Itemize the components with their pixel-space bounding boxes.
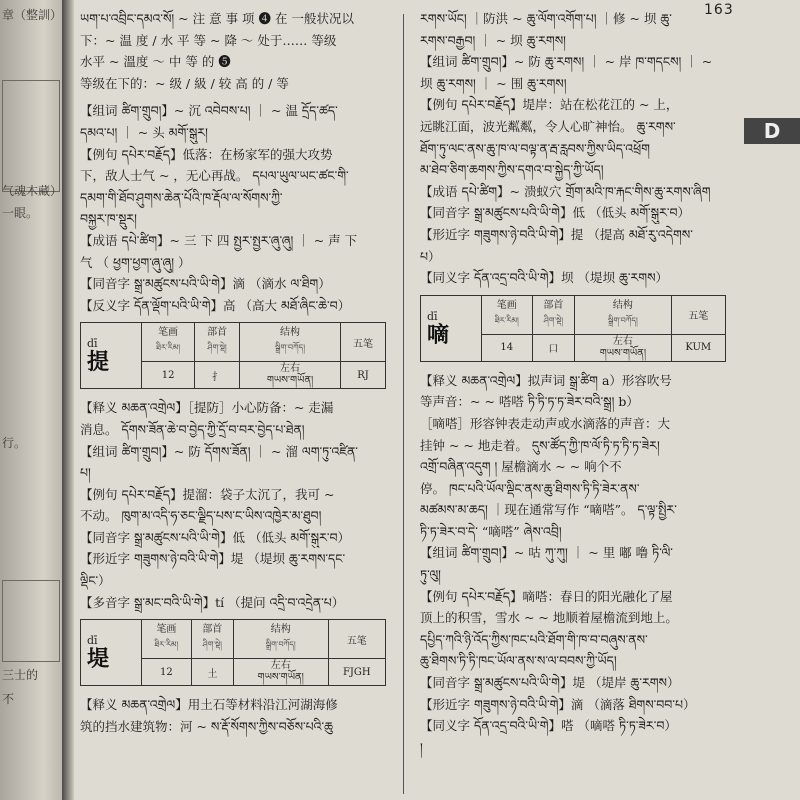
header-tb: ཤིག་སྡེ། [543,315,564,325]
text-line: 消息。 དོགས་ཟོན་ཆེ་བ་བྱེད་ཀྱི་དྲོ་བ་བར་བྱེད་པ་ཐེན། [80,421,305,437]
prev-page-fragment: 一眼。 [2,206,39,220]
text-line: 坝 ཆུ་རགས། ｜ ~ 围 ཆུ་རགས། [420,75,567,91]
text-line: 下：~ 温 度 / 水 平 等 ~ 降 ～ 处于…… 等级 [80,32,337,48]
value-cell: 左右 གཡས་གཡོན། [575,334,671,361]
text-line: 【形近字 གཟུགས་ཉེ་བའི་ཡི་གེ】堤 （堤坝 ཆུ་རགས་དང་ [80,551,346,567]
text-line: 气 （ ཕྱག་ཕྱག་ཞུ་ཞུ། ） [80,254,191,270]
text-line: བསྐྱར་ཁ་སྡུར། [80,211,137,227]
pinyin: dī [87,634,98,648]
header-tb: སྒྲིག་བཀོད། [275,343,305,353]
prev-page-table [2,580,60,662]
text-line: 【例句 དཔེར་བརྗོད】提溜：袋子太沉了，我可 ~ [80,486,335,502]
header-cn: 结构 [612,299,633,311]
header-cell [532,295,575,334]
header-cn: 笔画 [496,299,517,311]
header-cell [575,295,671,334]
header-cn: 五笔 [346,635,367,647]
di-drip-entry [420,370,726,759]
text-line: 等级在下的：~ 级 / 級 / 较 高 的 / 等 [80,75,289,91]
text-line: 【组词 ཚིག་གྲུབ།】~ 防 དོགས་ཟོན། ｜ ~ 溜 ལག་ཏུ་འཛིན་ [80,443,358,459]
header-cell [328,620,385,659]
previous-page [0,0,62,800]
section-tab-d: D [744,118,800,144]
text-line: 【释义 མཆན་འགྲེལ】［提防］小心防备：~ 走漏 [80,400,334,416]
dictionary-page [74,0,800,800]
continued-entry-text [80,8,386,94]
text-line: 下，敌人士气 ~ ，无心再战。 དཔལ་ཡུལ་ཡང་ཚང་གི་ [80,168,349,184]
value-cell: 扌 [195,362,240,389]
text-line: དམའ་པ། ｜ ~ 头 མགོ་སྒུར། [80,124,208,140]
text-line: 顶上的积雪，雪水 ~ ~ 地顺着屋檐流到地上。 [420,610,678,626]
prev-page-fragment: 章（整訓） [2,8,62,22]
text-line: ཆུ་ཐིགས་ཏི་ཏི་ཁང་ཡོལ་ནས་ས་ལ་བབས་ཀྱི་ཡོད། [420,653,617,669]
text-line: 【成语 དཔེ་ཚིག】~ 三 下 四 སྤྱར་སྤྱར་ཞུ་ཞུ། ｜ ~ 声 下 [80,232,358,248]
text-line: 等声音：~ ~ 嗒嗒 ཏི་ཏི་ཏ་ཏ་ཟེར་བའི་སྒྲ། b） [420,394,639,410]
header-tb: ཐིར་རིམ། [154,640,179,650]
header-tb: ཤིག་སྡེ། [202,640,222,650]
ti-lift-entry [80,397,386,613]
header-cell [195,323,240,362]
left-column [80,8,386,743]
header-tb: ཤིག་སྡེ། [207,343,227,353]
text-line: 【组词 ཚིག་གྲུབ།】~ 防 ཆུ་རགས། ｜ ~ 岸 ཁ་གདངས། ｜ ~ [420,54,713,70]
value-cell: 12 [142,362,195,389]
text-line: དམག་གི་ཐོབ་ཤུགས་ཆེན་པོའི་ཁ་རྡོལ་ལ་སོགས་ཀྱི་ [80,189,283,205]
text-line: ཏི་ཏ་ཟེར་བ་དེ་ “嘀嗒” ཞེས་འབྲི། [420,523,562,539]
prev-page-fragment: 不 [2,692,15,706]
header-cn: 部首 [543,299,564,311]
header-cn: 部首 [207,327,228,339]
prev-page-fragment: 行。 [2,436,27,450]
text-line: ཡག་པ་འབྲིང་དམའ་སོ། ~ 注 意 事 项 ❹ 在 一般状况以 [80,11,354,26]
text-line: 【同义字 དོན་འདྲ་བའི་ཡི་གེ】嗒 （嘀嗒 ཏི་ཏ་ཟེར་བ） [420,718,677,734]
value-cell: 12 [142,659,192,686]
text-line: 【形近字 གཟུགས་ཉེ་བའི་ཡི་གེ】提 （提高 མཐོ་རུ་འདེགས་ [420,226,693,242]
di-dike-entry [80,694,386,737]
header-cell [240,323,341,362]
value-cell: RJ [341,362,386,389]
value-cell: FJGH [328,659,385,686]
text-line: མ་ཐེབ་ཅིག་ཆགས་ཀྱིས་དགའ་བ་སྐྱེད་ཀྱི་ཡོད། [420,162,604,178]
header-cell [341,323,386,362]
headword-cell [421,295,482,361]
text-line: 【同音字 སྒྲ་མཚུངས་པའི་ཡི་གེ】堤 （堤岸 ཆུ་རགས） [420,675,680,691]
text-line: 【形近字 གཟུགས་ཉེ་བའི་ཡི་གེ】滴 （滴落 ཐིགས་བབ་པ） [420,696,696,712]
value-cell: 左右 གཡས་གཡོན། [240,362,341,389]
text-line: 不动。 ཁུག་མ་འདི་ཧ་ཅང་ལྗིད་པས་ང་ཡིས་འཁྱེར་མ་ཐུབ། [80,508,322,524]
headword-cell [81,323,142,389]
text-line: 【组词 ཚིག་གྲུབ།】~ 咕 ཀུ་ཀུ། ｜ ~ 里 嘟 噜 ཏི་ལི་ [420,545,673,561]
character-info-table-ti [80,322,386,389]
header-cn: 五笔 [353,338,374,350]
text-line: 筑的挡水建筑物：河 ~ ས་རྡོ་སོགས་ཀྱིས་བཅོས་པའི་ཆུ [80,718,334,734]
di-dike-entry-continued [420,8,726,289]
text-line: 【例句 དཔེར་བརྗོད】堤岸：站在松花江的 ~ 上， [420,97,679,113]
text-line: དཔྱིད་ཀའི་ཉི་འོད་ཀྱིས་ཁང་པའི་ཐོག་གི་ཁ་བ་བཞུས་ནས་ [420,631,648,647]
prev-page-fragment: 气魂木藏） [2,184,62,198]
text-line: པ） [420,248,441,264]
text-line: 【释义 མཆན་འགྲེལ】用土石等材料沿江河湖海修 [80,697,338,713]
character-info-table-di-dike [80,619,386,686]
text-line: 【同音字 སྒྲ་མཚུངས་པའི་ཡི་གེ】低 （低头 མགོ་སྒུར་བ） [80,529,350,545]
text-line: ཐོག་ཏུ་ལང་ནས་ཆུ་ཁ་ལ་བལྟ་ན་རྦ་རླབས་ཀྱིས་ཡིད་འཕྲོག [420,140,650,156]
text-line: 【同音字 སྒྲ་མཚུངས་པའི་ཡི་གེ】低 （低头 མགོ་སྒུར་བ） [420,205,690,221]
text-line: 【例句 དཔེར་བརྗོད】低落：在杨家军的强大攻势 [80,146,333,162]
text-line: 【例句 དཔེར་བརྗོད】嘀嗒：春日的阳光融化了屋 [420,588,673,604]
text-line: 【同音字 སྒྲ་མཚུངས་པའི་ཡི་གེ】滴 （滴水 ལ་ཐིག） [80,276,331,292]
prev-page-fragment: 三士的 [2,668,39,682]
text-line: རགས་བརྒྱབ། ｜ ~ 坝 ཆུ་རགས། [420,32,566,48]
header-tb: ཐིར་རིམ། [156,343,180,353]
text-line: ［嘀嗒］形容钟表走动声或水滴落的声音：大 [420,415,671,431]
header-cn: 笔画 [158,327,179,339]
page-number: 163 [704,2,734,18]
right-column [420,8,726,764]
text-line: 【多音字 སྒྲ་མང་བའི་ཡི་གེ】tí （提问 འདྲི་བ་འདྲེན་པ） [80,594,345,610]
value-cell: 左右 གཡས་གཡོན། [233,659,328,686]
text-line: 【组词 ཚིག་གྲུབ།】~ 沉 འབེབས་པ། ｜ ~ 温 དྲོད་ཚད་ [80,103,338,119]
prev-page-table [2,80,60,192]
header-tb: སྒྲིག་བཀོད། [607,315,638,325]
text-line: མཚམས་མ་ཆད། ｜现在通常写作 “嘀嗒”。 ད་ལྟ་སྤྱིར་ [420,502,677,518]
headword-character: 嘀 [427,321,450,348]
text-line: 水平 ~ 溫度 ～ 中 等 的 ❺ [80,54,231,70]
header-cell [142,323,195,362]
header-cn: 笔画 [156,624,177,636]
text-line: ཏུ་ལུ། [420,567,441,583]
header-cn: 结构 [280,327,301,339]
header-cell [482,295,533,334]
value-cell: 土 [191,659,233,686]
headword-character: 提 [87,349,110,376]
headword-cell [81,620,142,686]
column-divider [403,14,404,794]
di-low-entry [80,100,386,316]
text-line: 【反义字 དོན་ལྡོག་པའི་ཡི་གེ】高 （高大 མཐོ་ཞིང་ཆེ་བ） [80,297,351,313]
value-cell: KUM [671,334,725,361]
text-line: 【同义字 དོན་འདྲ་བའི་ཡི་གེ】坝 （堤坝 ཆུ་རགས） [420,270,669,286]
text-line: 【释义 མཆན་འགྲེལ】拟声词 སྒྲ་ཚིག a）形容吹号 [420,372,672,388]
header-cn: 结构 [270,624,291,636]
text-line: རགས་ཡོང། ｜防洪 ~ ཆུ་ལོག་འགོག་པ། ｜修 ~ 坝 ཆུ་ [420,11,672,26]
pinyin: dī [427,309,438,323]
text-line: 挂钟 ~ ~ 地走着。 དུས་ཚོད་ཀྱི་ཁ་ལོ་ཏི་ཏ་ཏི་ཏ་ཟེར། [420,437,660,453]
text-line: ལྡིང་） [80,573,111,589]
text-line: པ། [80,465,91,481]
header-cn: 五笔 [688,311,709,323]
header-cn: 部首 [202,624,223,636]
text-line: འགྲོ་བཞིན་འདུག ། 屋檐滴水 ~ ~ 响个不 [420,459,622,475]
pinyin: dī [87,337,98,351]
headword-character: 堤 [87,646,110,673]
value-cell: 口 [532,334,575,361]
header-cell [191,620,233,659]
header-cell [671,295,725,334]
book-gutter [62,0,74,800]
character-info-table-di-drip [420,295,726,362]
text-line: 远眺江面，波光粼粼，令人心旷神怡。 ཆུ་རགས་ [420,118,676,134]
text-line: ། [420,739,423,755]
value-cell: 14 [482,334,533,361]
header-tb: སྒྲིག་བཀོད། [265,640,296,650]
header-cell [233,620,328,659]
header-cell [142,620,192,659]
text-line: 【成语 དཔེ་ཚིག】~ 溃蚁穴 གྲོག་མའི་ཁ་རྐང་གིས་ཆུ་རགས་ཞིག [420,183,711,199]
header-tb: ཐིར་རིམ། [494,315,519,325]
text-line: 停。 ཁང་པའི་ཡོལ་ལྡིང་ནས་ཆུ་ཐིགས་ཏི་ཏི་ཟེར་ནས་ [420,480,640,496]
